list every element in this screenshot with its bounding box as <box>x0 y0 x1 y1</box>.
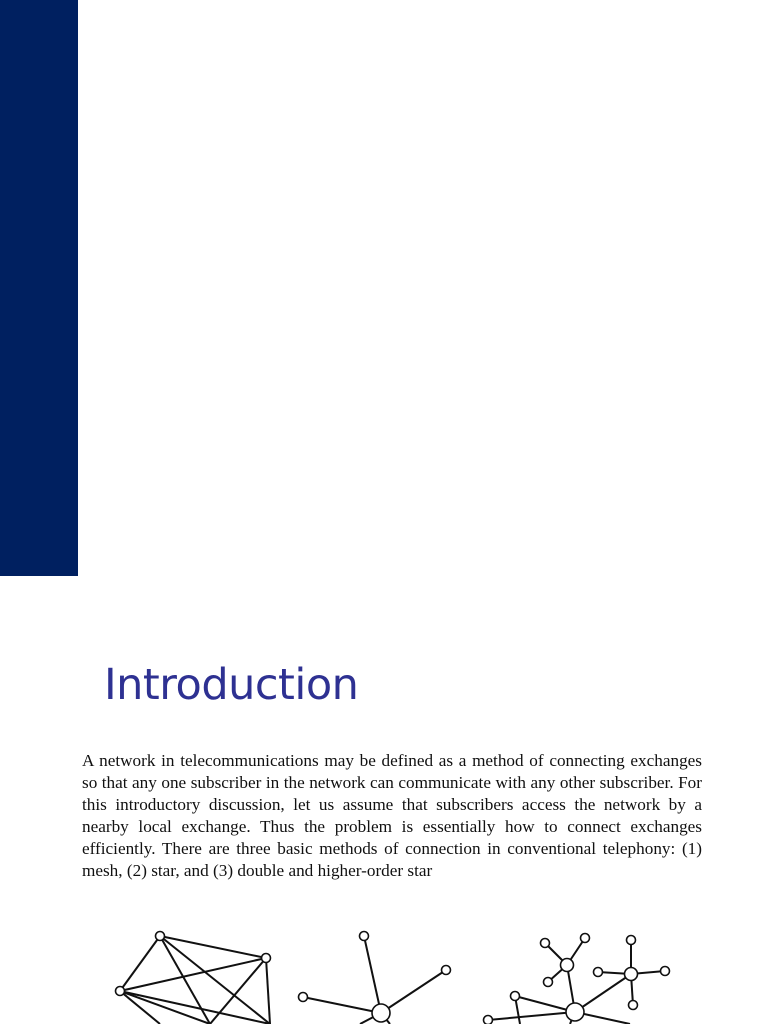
double-star-node <box>511 992 520 1001</box>
star-network-diagram <box>299 932 451 1024</box>
double-star-sub-hub <box>561 959 574 972</box>
double-star-node <box>594 968 603 977</box>
double-star-node <box>627 936 636 945</box>
side-accent-bar <box>0 0 78 576</box>
double-star-node <box>581 934 590 943</box>
star-hub-node <box>372 1004 390 1022</box>
double-star-main-hub <box>566 1003 584 1021</box>
mesh-network-diagram <box>116 932 271 1024</box>
mesh-node <box>116 987 125 996</box>
double-star-network-diagram <box>484 934 670 1024</box>
double-star-node <box>544 978 553 987</box>
mesh-node <box>156 932 165 941</box>
double-star-node <box>484 1016 493 1024</box>
star-outer-node <box>442 966 451 975</box>
double-star-sub-hub <box>625 968 638 981</box>
star-outer-node <box>299 993 308 1002</box>
star-outer-node <box>360 932 369 941</box>
double-star-node <box>661 967 670 976</box>
double-star-node <box>541 939 550 948</box>
double-star-node <box>629 1001 638 1010</box>
network-topology-figure <box>100 920 680 1024</box>
slide-title: Introduction <box>104 660 359 710</box>
body-paragraph: A network in telecommunications may be defined as a method of connecting exchanges so that any one subscriber in the network can communicate with any other subscriber. For this introductory discussion, let us assume that subscribers access the network by a nearby local exchange. Thus the problem is essentially how to connect exchanges efficiently. There are three basic methods of connection in conventional telephony: (1) mesh, (2) star, and (3) double and higher-order star <box>82 751 702 880</box>
mesh-node <box>262 954 271 963</box>
